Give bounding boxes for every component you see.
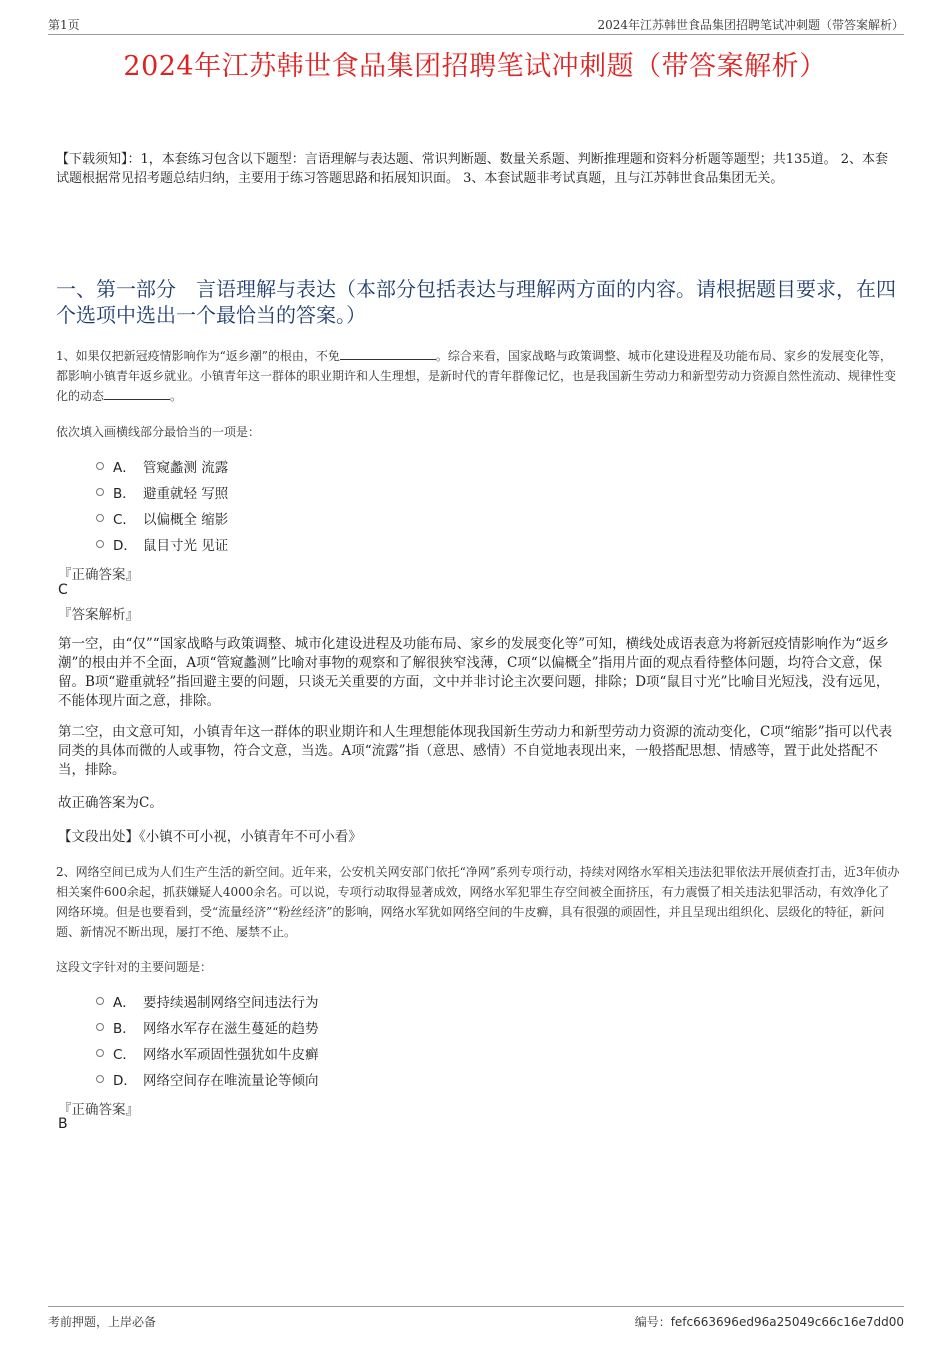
answer-value: C <box>58 582 68 598</box>
option-a[interactable]: A． 要持续遏制网络空间违法行为 <box>96 988 319 1014</box>
page-header <box>48 14 904 35</box>
analysis-label: 『答案解析』 <box>58 607 139 623</box>
radio-icon[interactable] <box>96 488 104 496</box>
document-id: 编号：fefc663696ed96a25049c66c16e7dd00 <box>634 1315 904 1329</box>
analysis-paragraph-1: 第一空，由“仅”“国家战略与政策调整、城市化建设进程及功能布局、家乡的发展变化等”可知，横线处成语表意为将新冠疫情影响作为“返乡潮”的根由并不全面，A项“管窥蠡测”比喻对事物的观察和了解很狭窄浅薄，C项“以偏概全”指用片面的观点看待整体问题，均符合文意，保留。B项“避重就轻”指回避主要的问题，只谈无关重要的方面，文中并非讨论主次要问题，排除；D项“鼠目寸光”比喻目光短浅，没有远见，不能体现片面之意，排除。 <box>58 636 890 709</box>
radio-icon[interactable] <box>96 462 104 470</box>
document-title: 2024年江苏韩世食品集团招聘笔试冲刺题（带答案解析） <box>123 51 827 82</box>
section-title: 一、第一部分 言语理解与表达（本部分包括表达与理解两方面的内容。请根据题目要求，在四个选项中选出一个最恰当的答案。） <box>56 277 896 327</box>
option-d[interactable]: D． 鼠目寸光 见证 <box>96 531 228 557</box>
question-1-options <box>96 453 228 557</box>
option-c[interactable]: C． 以偏概全 缩影 <box>96 505 228 531</box>
answer-label: 『正确答案』 <box>58 567 139 583</box>
answer-value: B <box>58 1116 68 1132</box>
question-2-prompt: 这段文字针对的主要问题是： <box>56 960 213 974</box>
radio-icon[interactable] <box>96 514 104 522</box>
radio-icon[interactable] <box>96 1049 104 1057</box>
option-d[interactable]: D． 网络空间存在唯流量论等倾向 <box>96 1066 319 1092</box>
blank-2 <box>104 399 170 400</box>
analysis-conclusion: 故正确答案为C。 <box>58 795 163 811</box>
question-1-prompt: 依次填入画横线部分最恰当的一项是： <box>56 425 261 439</box>
radio-icon[interactable] <box>96 1075 104 1083</box>
blank-1 <box>340 359 436 360</box>
page-number: 第1页 <box>48 18 80 32</box>
question-2-stem: 2、网络空间已成为人们生产生活的新空间。近年来，公安机关网安部门依托“净网”系列专项行动，持续对网络水军相关违法犯罪依法开展侦查打击，近3年侦办相关案件600余起，抓获嫌疑人4000余名。可以说，专项行动取得显著成效，网络水军犯罪生存空间被全面挤压，有力震慑了相关违法犯罪活动，有效净化了网络环境。但是也要看到，受“流量经济”“粉丝经济”的影响，网络水军犹如网络空间的牛皮癣，具有很强的顽固性，并且呈现出组织化、层级化的特征，新问题、新情况不断出现，屡打不绝、屡禁不止。 <box>56 865 900 939</box>
option-b[interactable]: B． 避重就轻 写照 <box>96 479 228 505</box>
download-notice: 【下载须知】：1，本套练习包含以下题型：言语理解与表达题、常识判断题、数量关系题、判断推理题和资料分析题等题型；共135道。 2、本套试题根据常见招考题总结归纳，主要用于练习答题思路和拓展知识面。 3、本套试题非考试真题，且与江苏韩世食品集团无关。 <box>56 152 888 186</box>
footer-slogan: 考前押题，上岸必备 <box>48 1315 157 1329</box>
question-1-stem: 1、如果仅把新冠疫情影响作为“返乡潮”的根由，不免 。综合来看，国家战略与政策调整、城市化建设进程及功能布局、家乡的发展变化等，都影响小镇青年返乡就业。小镇青年这一群体的职业期许和人生理想，是新时代的青年群像记忆，也是我国新生劳动力和新型劳动力资源自然性流动、规律性变化的动态 。 <box>56 349 897 403</box>
option-c[interactable]: C． 网络水军顽固性强犹如牛皮癣 <box>96 1040 319 1066</box>
radio-icon[interactable] <box>96 1023 104 1031</box>
radio-icon[interactable] <box>96 997 104 1005</box>
passage-source: 【文段出处】《小镇不可小视，小镇青年不可小看》 <box>58 829 362 845</box>
option-a[interactable]: A． 管窥蠡测 流露 <box>96 453 228 479</box>
option-b[interactable]: B． 网络水军存在滋生蔓延的趋势 <box>96 1014 319 1040</box>
question-2-options <box>96 988 319 1092</box>
page-footer <box>48 1306 904 1329</box>
header-doc-title: 2024年江苏韩世食品集团招聘笔试冲刺题（带答案解析） <box>597 18 904 32</box>
radio-icon[interactable] <box>96 540 104 548</box>
analysis-paragraph-2: 第二空，由文意可知，小镇青年这一群体的职业期许和人生理想能体现我国新生劳动力和新型劳动力资源的流动变化，C项“缩影”指可以代表同类的具体而微的人或事物，符合文意，当选。A项“流露”指（意思、感情）不自觉地表现出来，一般搭配思想、情感等，置于此处搭配不当，排除。 <box>58 724 893 778</box>
answer-label: 『正确答案』 <box>58 1102 139 1118</box>
